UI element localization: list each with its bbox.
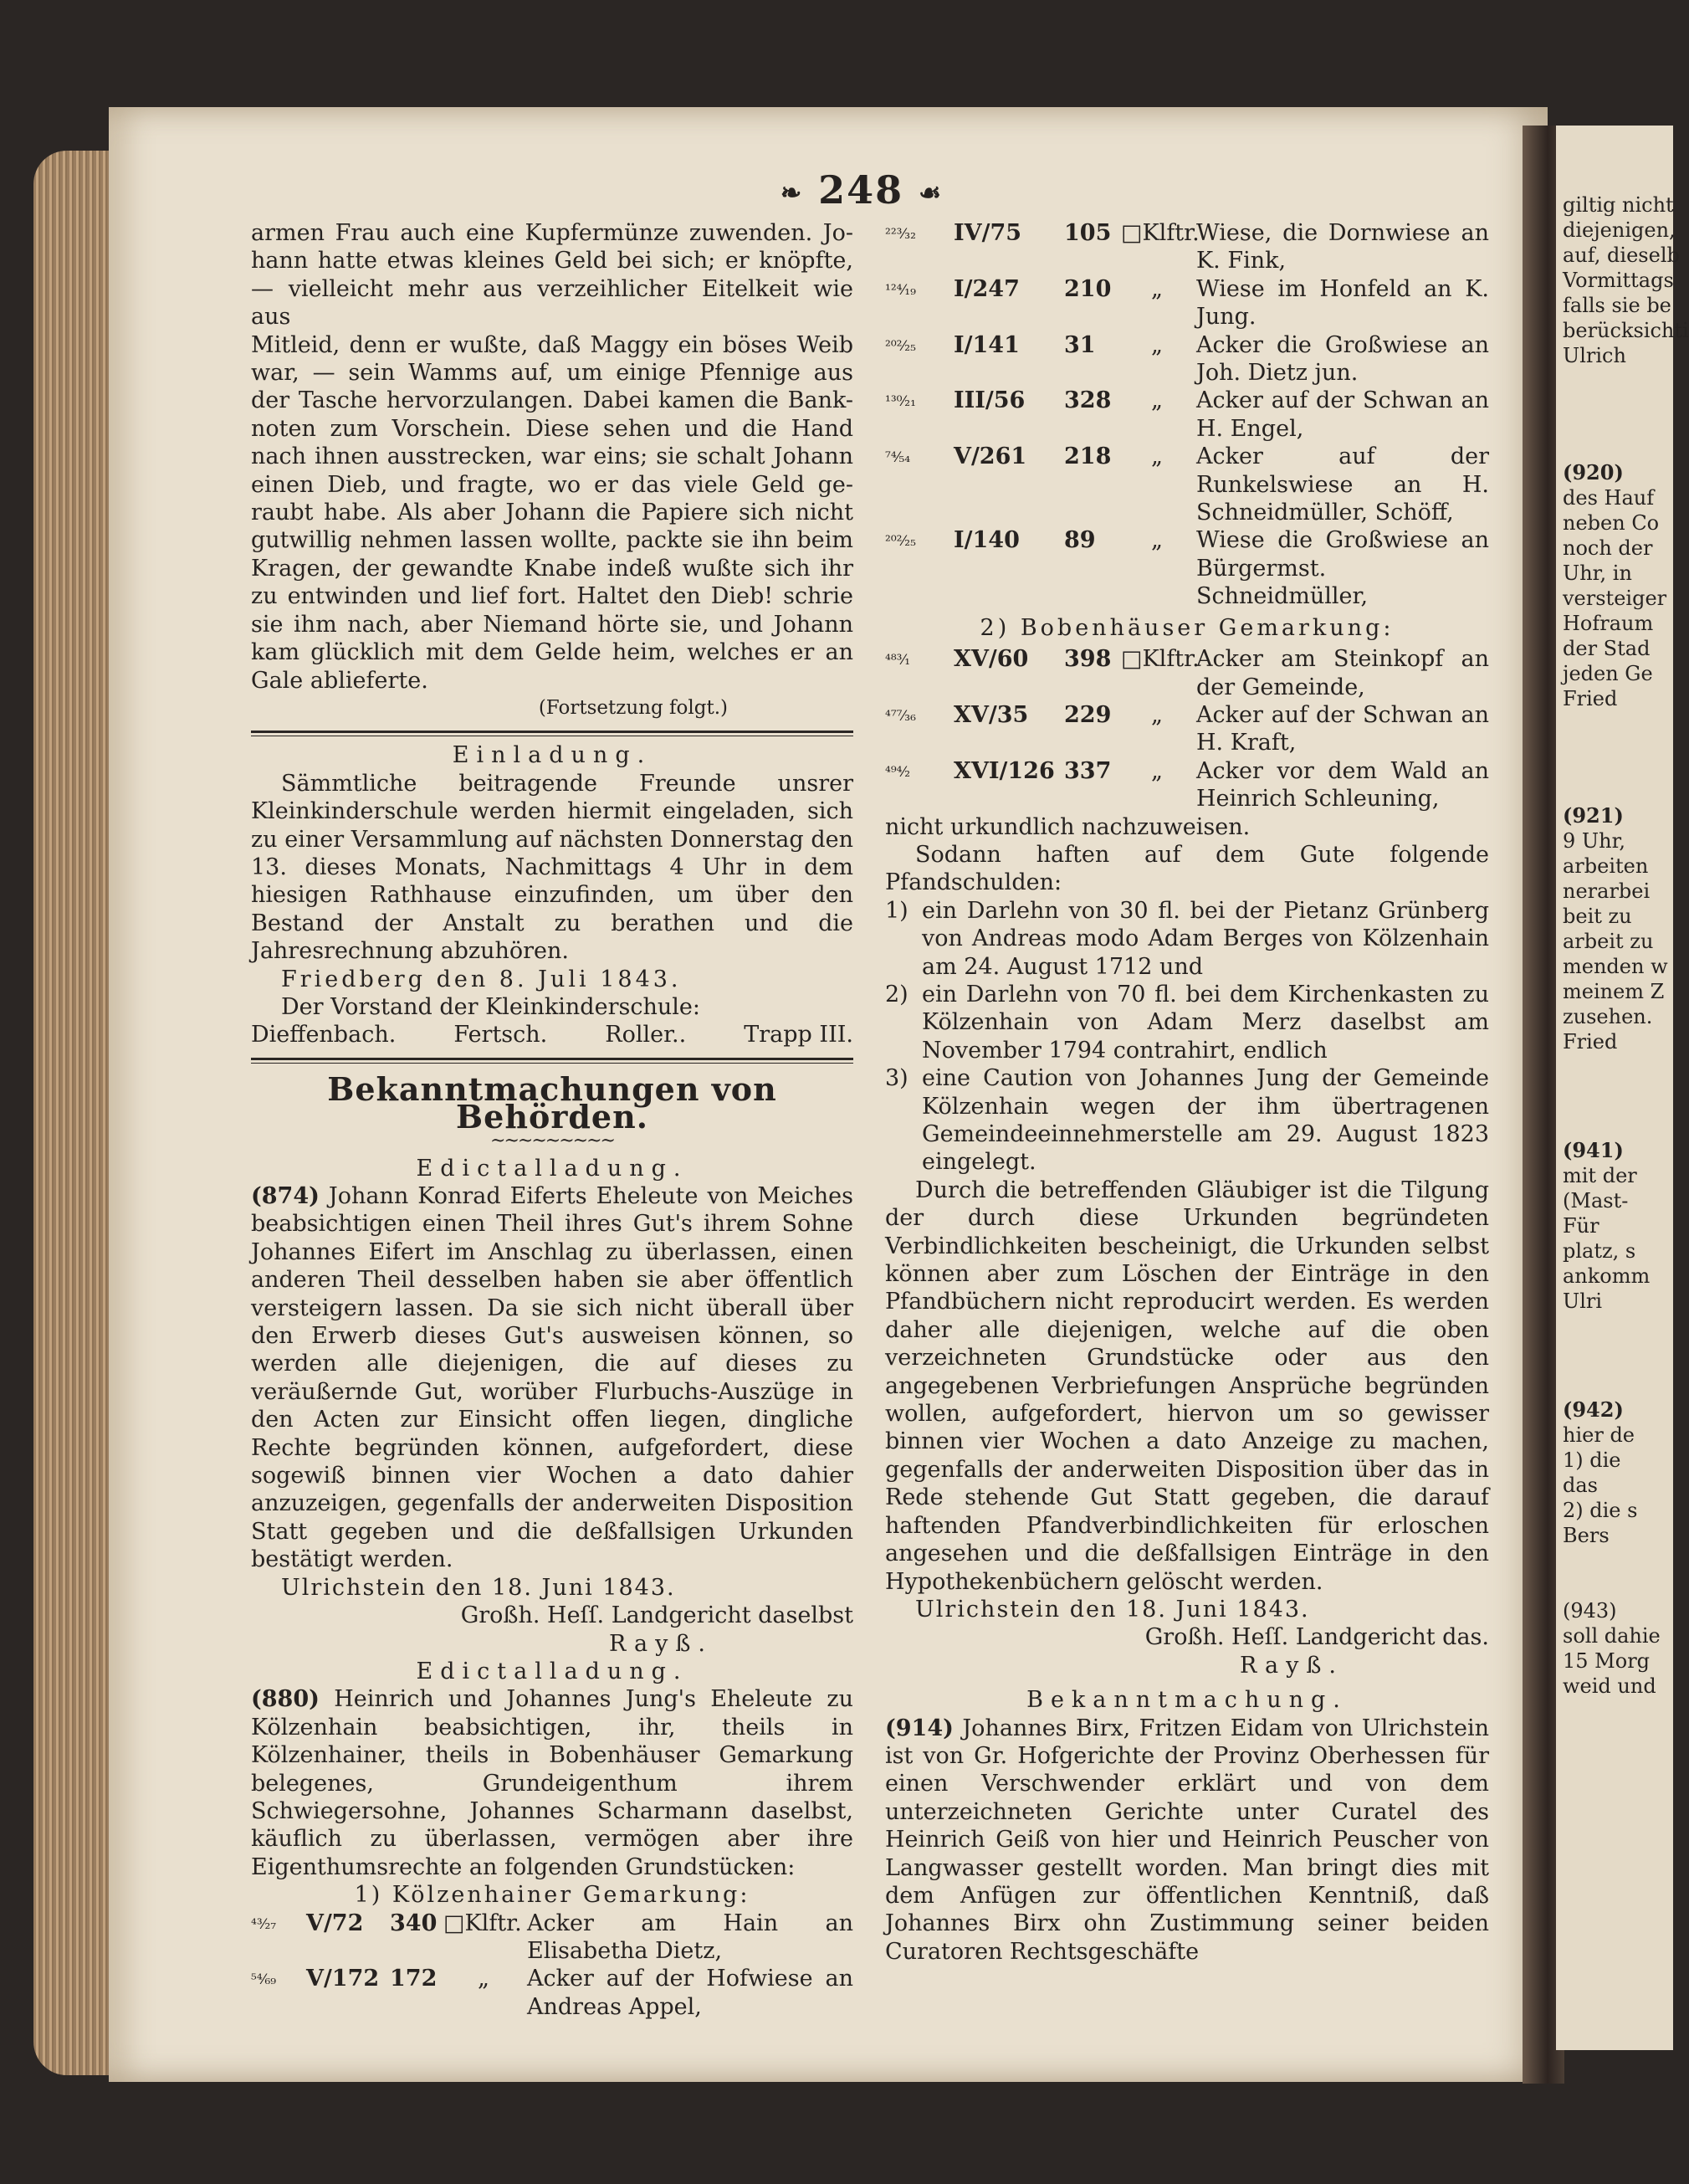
- fragment-line: das: [1563, 1474, 1598, 1497]
- story-line: noten zum Vorschein. Diese sehen und die Hand: [251, 415, 853, 442]
- plot-description: Wiese die Großwiese an Bürgermst. Schneidmüller,: [1196, 527, 1489, 610]
- page-number: 248: [818, 167, 904, 213]
- story-line: Gale ablieferte.: [251, 667, 428, 694]
- plot-size: 398: [1064, 646, 1112, 673]
- plot-row: [251, 1910, 853, 1966]
- notice-914-text: Johannes Birx, Fritzen Eidam von Ulrichstein ist von Gr. Hofgerichte der Provinz Oberhessen für einen Verschwender erklärt und von dem unterzeichneten Gerichte unter Curatel des Heinrich Geiß von hier und Heinrich Peuscher von Langwasser gestellt worden. Man bringt dies mit dem Anfügen zur öffentlichen Kenntniß, daß Johannes Birx ohn Zustimmung seiner beiden Curatoren Rechtsgeschäfte: [885, 1715, 1489, 1965]
- plot-parcel: XV/35: [954, 701, 1029, 728]
- plot-unit: „: [1151, 443, 1163, 470]
- story-line: kam glücklich mit dem Gelde heim, welches er an: [251, 639, 853, 666]
- plot-description: Acker auf der Hofwiese an Andreas Appel,: [527, 1966, 853, 2020]
- notice-880-body: [251, 1685, 853, 1881]
- fragment-line: hier de: [1563, 1423, 1635, 1447]
- signatory: Roller..: [605, 1022, 687, 1048]
- fragment-line: noch der: [1563, 536, 1653, 560]
- plot-number: ⁷⁴⁄₅₄: [885, 449, 911, 467]
- fragment-line: arbeit zu: [1563, 930, 1654, 953]
- fragment-line: auf, dieselb: [1563, 244, 1680, 267]
- fragment-line: beit zu: [1563, 905, 1632, 928]
- plot-number: ⁴⁸³⁄₁: [885, 652, 911, 669]
- fragment-line: (921): [1563, 803, 1624, 828]
- plot-row: [885, 526, 1489, 610]
- story-line: gutwillig nehmen lassen wollte, packte sie ihn beim: [251, 527, 853, 554]
- plot-row: [885, 219, 1489, 275]
- plot-parcel: XVI/126: [954, 757, 1055, 784]
- notice-874-number: (874): [251, 1183, 320, 1209]
- plot-number: ⁴³⁄₂₇: [251, 1915, 277, 1933]
- fragment-line: weid und: [1563, 1674, 1656, 1698]
- right-column: [885, 219, 1489, 1966]
- signatory: Dieffenbach.: [251, 1022, 397, 1048]
- notice-914-body: [885, 1715, 1489, 1966]
- place-date: Ulrichstein den 18. Juni 1843.: [915, 1596, 1310, 1623]
- plot-number: ²⁰²⁄₂₅: [885, 337, 916, 355]
- plot-row: [885, 387, 1489, 443]
- story-continuation: [251, 219, 853, 695]
- fragment-line: ankomm: [1563, 1264, 1651, 1288]
- fragment-line: der Stad: [1563, 637, 1651, 660]
- plot-unit: „: [1151, 757, 1163, 784]
- fragment-line: 15 Morg: [1563, 1649, 1651, 1673]
- plot-row: [885, 275, 1489, 331]
- plot-size: 328: [1064, 387, 1112, 414]
- plot-number: ²²³⁄₃₂: [885, 226, 916, 243]
- fragment-line: diejenigen,: [1563, 218, 1676, 242]
- plot-parcel: V/172: [306, 1966, 380, 1992]
- plot-size: 229: [1064, 701, 1112, 728]
- notice-914-number: (914): [885, 1715, 954, 1741]
- fragment-line: 2) die s: [1563, 1499, 1638, 1522]
- notice-880-subheading: 1) Kölzenhainer Gemarkung:: [354, 1882, 750, 1909]
- double-rule: [251, 731, 853, 736]
- plot-size: 105: [1064, 220, 1112, 246]
- plot-row: [885, 443, 1489, 526]
- story-line: hann hatte etwas kleines Geld bei sich; er knöpfte,: [251, 248, 853, 274]
- fragment-line: Vormittags: [1563, 269, 1674, 292]
- plot-parcel: V/261: [954, 443, 1027, 470]
- plot-number: ⁵⁴⁄₆₉: [251, 1971, 277, 1989]
- story-line: sie ihm nach, aber Niemand hörte sie, und Johann: [251, 611, 853, 638]
- plot-unit: „: [1151, 527, 1163, 554]
- plot-parcel: I/141: [954, 331, 1020, 358]
- plot-description: Wiese im Honfeld an K. Jung.: [1196, 275, 1489, 331]
- debt-text: ein Darlehn von 30 fl. bei der Pietanz Grünberg von Andreas modo Adam Berges von Kölzenhain am 24. August 1712 und: [922, 897, 1489, 980]
- notice-914-title: Bekanntmachung.: [1026, 1687, 1348, 1714]
- notice-874-place-date: Ulrichstein den 18. Juni 1843.: [281, 1574, 676, 1601]
- page-header: [736, 167, 987, 213]
- ornament-left-icon: ❧: [780, 178, 804, 208]
- story-line: zu entwinden und lief fort. Haltet den Dieb! schrie: [251, 583, 853, 610]
- fragment-line: Fried: [1563, 1030, 1618, 1054]
- wavy-divider: ~~~~~~~~~: [490, 1130, 614, 1151]
- pfand-intro: Sodann haften auf dem Gute folgende Pfandschulden:: [885, 841, 1489, 896]
- fragment-line: jeden Ge: [1563, 662, 1653, 685]
- ornament-right-icon: ☙: [919, 178, 944, 208]
- plot-number: ⁴⁷⁷⁄₃₆: [885, 707, 916, 725]
- notice-880-number: (880): [251, 1686, 320, 1713]
- fragment-line: (Mast-: [1563, 1189, 1629, 1212]
- debt-text: ein Darlehn von 70 fl. bei dem Kirchenkasten zu Kölzenhain von Adam Merz daselbst am November 1794 contrahirt, endlich: [922, 981, 1489, 1064]
- plot-size: 31: [1064, 331, 1096, 358]
- debt-text: eine Caution von Johannes Jung der Gemeinde Kölzenhain wegen der ihm übertragenen Gemeindeeinnehmerstelle am 29. August 1823 eingelegt.: [922, 1065, 1489, 1176]
- fragment-line: Hofraum: [1563, 612, 1654, 635]
- plot-parcel: III/56: [954, 387, 1026, 414]
- fragment-line: Ulrich: [1563, 344, 1626, 367]
- plot-size: 218: [1064, 443, 1112, 470]
- plot-description: Acker am Steinkopf an der Gemeinde,: [1196, 646, 1489, 700]
- fragment-line: Ulri: [1563, 1289, 1603, 1313]
- debt-number: 2): [885, 981, 908, 1007]
- plot-description: Acker vor dem Wald an Heinrich Schleuning,: [1196, 757, 1489, 813]
- section-heading: Bekanntmachungen von Behörden.: [327, 1069, 777, 1136]
- fragment-line: giltig nicht: [1563, 193, 1674, 217]
- double-rule: [251, 1058, 853, 1064]
- fragment-line: platz, s: [1563, 1239, 1636, 1263]
- story-line: einen Dieb, und fragte, wo er das viele Geld ge-: [251, 471, 853, 498]
- plot-description: Acker die Großwiese an Joh. Dietz jun.: [1196, 331, 1489, 387]
- fragment-line: (920): [1563, 460, 1624, 484]
- fragment-line: zusehen.: [1563, 1005, 1653, 1028]
- einladung-board: Der Vorstand der Kleinkinderschule:: [281, 993, 700, 1020]
- plot-unit: „: [1151, 387, 1163, 414]
- plot-description: Acker am Hain an Elisabetha Dietz,: [527, 1910, 853, 1964]
- fragment-line: nerarbei: [1563, 879, 1651, 903]
- story-line: war, — sein Wamms auf, um einige Pfennige aus: [251, 360, 853, 387]
- notice-874-body: [251, 1182, 853, 1574]
- notice-874-text: Johann Konrad Eiferts Eheleute von Meiches beabsichtigen einen Theil ihres Gut's ihrem Sohne Johannes Eifert im Anschlag zu überlassen, einen anderen Theil desselben haben sie aber öffentlich versteigern lassen. Da sie sich nicht überall über den Erwerb dieses Gut's ausweisen können, so werden alle diejenigen, die auf dieses zu veräußernde Gut, worüber Flurbuchs-Auszüge in den Acten zur Einsicht offen liegen, dingliche Rechte begründen können, aufgefordert, diese sogewiß binnen vier Wochen a dato dahier anzuzeigen, gegenfalls der anderweiten Disposition Statt gegeben und die deßfallsigen Urkunden bestätigt werden.: [251, 1183, 853, 1573]
- closing-text: Durch die betreffenden Gläubiger ist die Tilgung der durch diese Urkunden begründeten Verbindlichkeiten bescheinigt, die Urkunden selbst können aber zum Löschen der Einträge in den Pfandbüchern nicht reproducirt werden. Es werden daher alle diejenigen, welche auf die oben verzeichneten Grundstücke oder aus den angegebenen Verbriefungen Ansprüche begründen wollen, aufgefordert, hiervon um so gewisser binnen vier Wochen a dato Anzeige zu machen, gegenfalls der anderweiten Disposition über das in Rede stehende Gut Statt gegeben, die darauf haftenden Pfandverbindlichkeiten für erloschen angesehen und die deßfallsigen Einträge in den Hypothekenbüchern gelöscht werden.: [885, 1177, 1489, 1595]
- notice-874-official: Rayß.: [609, 1630, 713, 1657]
- fragment-line: (941): [1563, 1138, 1624, 1162]
- fragment-line: (942): [1563, 1397, 1624, 1422]
- fragment-line: arbeiten: [1563, 854, 1649, 878]
- fragment-line: Bers: [1563, 1524, 1610, 1547]
- plot-number: ²⁰²⁄₂₅: [885, 533, 916, 551]
- einladung-signatories: [251, 1021, 853, 1048]
- debt-item: [885, 981, 1489, 1064]
- plot-description: Wiese, die Dornwiese an K. Fink,: [1196, 220, 1489, 274]
- plot-parcel: I/247: [954, 275, 1020, 302]
- plot-unit: „: [1151, 701, 1163, 728]
- plot-size: 337: [1064, 757, 1112, 784]
- plot-number: ¹²⁴⁄₁₉: [885, 281, 916, 299]
- plot-number: ⁴⁹⁴⁄₂: [885, 763, 911, 781]
- plot-row: [885, 701, 1489, 757]
- fragment-line: mit der: [1563, 1164, 1637, 1187]
- official-signature: Rayß.: [1240, 1652, 1344, 1679]
- plot-description: Acker auf der Schwan an H. Kraft,: [1196, 701, 1489, 756]
- story-line: der Tasche hervorzulangen. Dabei kamen die Bank-: [251, 387, 853, 414]
- plot-size: 89: [1064, 527, 1096, 554]
- story-line: nach ihnen ausstrecken, war eins; sie schalt Johann: [251, 443, 853, 470]
- left-column: [251, 219, 853, 2021]
- plot-row: [885, 645, 1489, 701]
- plot-unit: „: [1151, 275, 1163, 302]
- not-documented: nicht urkundlich nachzuweisen.: [885, 813, 1251, 840]
- notice-874-title: Edictalladung.: [416, 1155, 688, 1182]
- plot-size: 210: [1064, 275, 1112, 302]
- fragment-line: falls sie be: [1563, 294, 1671, 317]
- fragment-line: des Hauf: [1563, 486, 1655, 510]
- plot-size: 340: [390, 1910, 438, 1936]
- story-line: Kragen, der gewandte Knabe indeß wußte sich ihr: [251, 555, 853, 582]
- plot-parcel: IV/75: [954, 220, 1022, 246]
- adjacent-page-fragment: [1556, 126, 1689, 2050]
- story-line: Mitleid, denn er wußte, daß Maggy ein böses Weib: [251, 331, 853, 358]
- notice-874-court: Großh. Heſſ. Landgericht daselbst: [460, 1602, 853, 1629]
- fragment-line: meinem Z: [1563, 980, 1665, 1003]
- fragment-line: Uhr, in: [1563, 561, 1632, 585]
- fragment-line: Fried: [1563, 687, 1618, 710]
- signatory: Fertsch.: [453, 1022, 548, 1048]
- fragment-line: 1) die: [1563, 1448, 1621, 1472]
- story-line: armen Frau auch eine Kupfermünze zuwenden. Jo-: [251, 220, 853, 246]
- fragment-line: Für: [1563, 1214, 1599, 1238]
- plot-parcel: XV/60: [954, 646, 1029, 673]
- plot-parcel: I/140: [954, 527, 1020, 554]
- plot-parcel: V/72: [306, 1910, 364, 1936]
- plot-size: 172: [390, 1966, 438, 1992]
- fragment-line: soll dahie: [1563, 1624, 1661, 1648]
- fragment-line: menden w: [1563, 955, 1668, 978]
- notice-880-text: Heinrich und Johannes Jung's Eheleute zu Kölzenhain beabsichtigen, ihr, theils in Kölzenhainer, theils in Bobenhäuser Gemarkung belegenes, Grundeigenthum ihrem Schwiegersohne, Johannes Scharmann daselbst, käuflich zu überlassen, vermögen aber ihre Eigenthumsrechte an folgenden Grundstücken:: [251, 1686, 853, 1880]
- plot-unit: „: [1151, 331, 1163, 358]
- fragment-line: 9 Uhr,: [1563, 829, 1626, 853]
- continuation-note: (Fortsetzung folgt.): [538, 696, 728, 719]
- plot-row: [251, 1965, 853, 2021]
- fragment-line: neben Co: [1563, 511, 1660, 535]
- plot-unit: □Klftr.: [1121, 220, 1200, 246]
- plot-unit: □Klftr.: [1121, 646, 1200, 673]
- debt-number: 1): [885, 897, 908, 924]
- plot-unit: □Klftr.: [443, 1910, 522, 1936]
- story-line: — vielleicht mehr aus verzeihlicher Eitelkeit wie aus: [251, 275, 853, 331]
- plot-number: ¹³⁰⁄₂₁: [885, 393, 916, 411]
- debt-item: [885, 1064, 1489, 1177]
- court-signature: Großh. Heſſ. Landgericht das.: [1144, 1624, 1489, 1651]
- plot-unit: „: [478, 1966, 489, 1992]
- debt-item: [885, 897, 1489, 981]
- fragment-line: berücksichti: [1563, 319, 1689, 342]
- einladung-place-date: Friedberg den 8. Juli 1843.: [281, 966, 682, 992]
- story-line: raubt habe. Als aber Johann die Papiere sich nicht: [251, 500, 853, 526]
- plot-row: [885, 757, 1489, 813]
- fragment-line: (943): [1563, 1599, 1617, 1623]
- plot-description: Acker auf der Runkelswiese an H. Schneidmüller, Schöff,: [1196, 443, 1489, 526]
- plot-row: [885, 331, 1489, 387]
- einladung-title: Einladung.: [452, 742, 653, 769]
- debt-number: 3): [885, 1065, 908, 1092]
- plot-description: Acker auf der Schwan an H. Engel,: [1196, 387, 1489, 442]
- subheading-bobenhausen: 2) Bobenhäuser Gemarkung:: [980, 614, 1395, 641]
- einladung-body: Sämmtliche beitragende Freunde unsrer Kleinkinderschule werden hiermit eingeladen, sich zu einer Versammlung auf nächsten Donnerstag den 13. dieses Monats, Nachmittags 4 Uhr in dem hiesigen Rathhause einzufinden, um über den Bestand der Anstalt zu berathen und die Jahresrechnung abzuhören.: [251, 770, 853, 965]
- notice-880-title: Edictalladung.: [416, 1658, 688, 1684]
- signatory: Trapp III.: [744, 1022, 853, 1048]
- fragment-line: versteiger: [1563, 587, 1667, 610]
